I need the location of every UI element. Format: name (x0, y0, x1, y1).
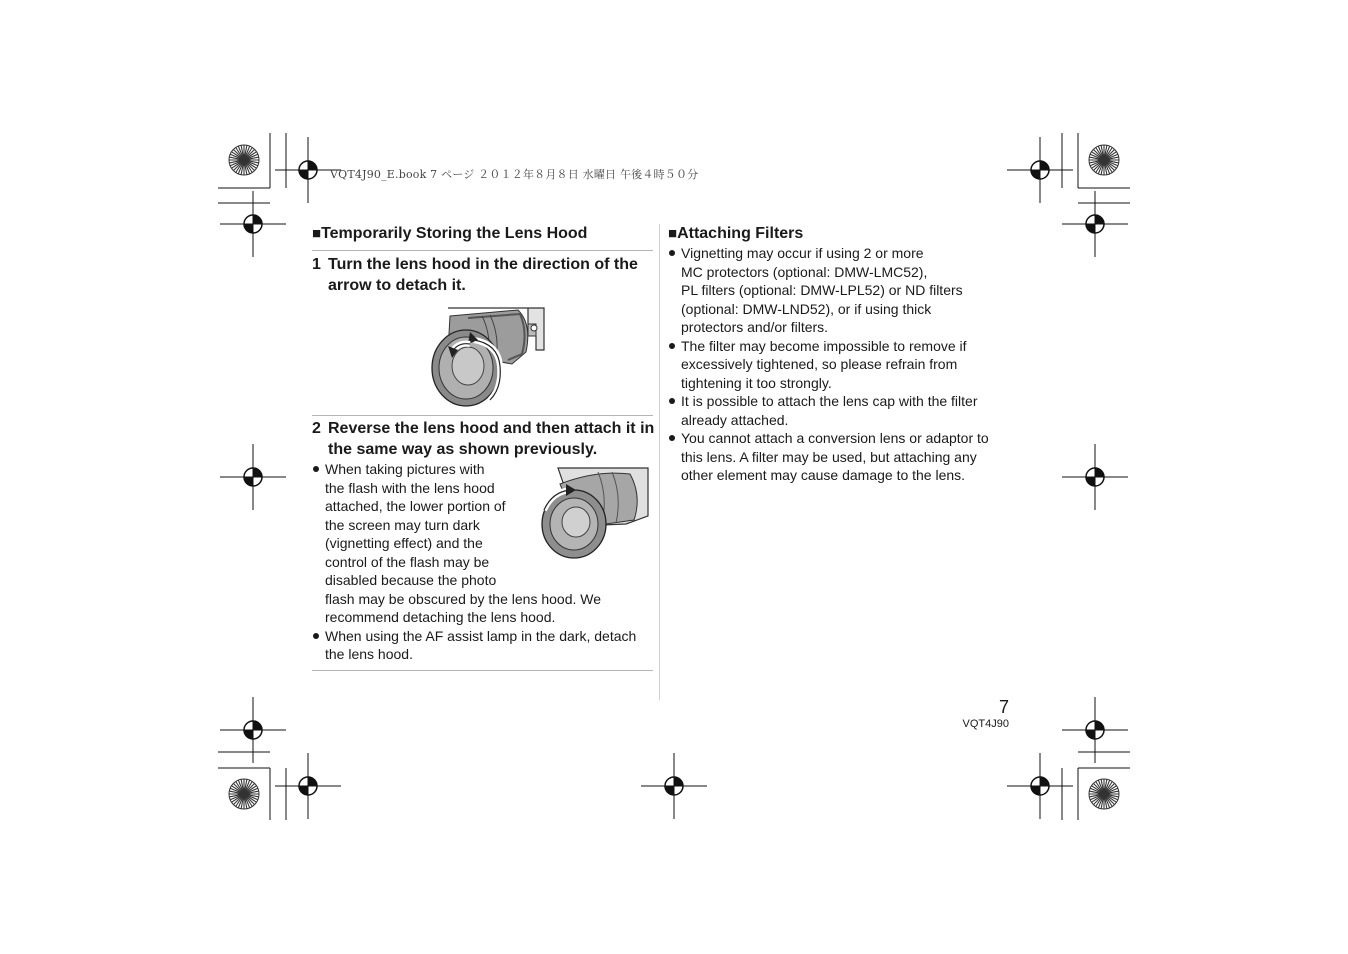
divider (312, 670, 653, 671)
note-line: flash may be obscured by the lens hood. We (325, 590, 602, 607)
note-line: You cannot attach a conversion lens or adaptor to (681, 430, 989, 446)
lens-hood-detach-illustration (428, 306, 548, 410)
note-line: When using the AF assist lamp in the dark, detach (325, 627, 637, 644)
print-header-line: VQT4J90_E.book 7 ページ ２０１２年８月８日 水曜日 午後４時５０分 (330, 168, 699, 181)
step-number: 2 (312, 420, 321, 437)
note-line: It is possible to attach the lens cap with the filter (681, 393, 978, 409)
note-line: MC protectors (optional: DMW-LMC52), (681, 263, 928, 280)
note-line: the screen may turn dark (325, 516, 480, 533)
note-line: control of the flash may be (325, 553, 490, 570)
note-line: other element may cause damage to the lens. (681, 467, 966, 483)
note-line: protectors and/or filters. (681, 319, 829, 335)
note-line: PL filters (optional: DMW-LPL52) or ND filters (681, 282, 963, 298)
page-number: 7 (998, 697, 1009, 717)
step-2 (312, 418, 653, 462)
section-title-text: Attaching Filters (677, 225, 804, 242)
note-line: excessively tightened, so please refrain from (681, 356, 958, 372)
filter-notes (668, 244, 1013, 485)
note-flash-vignetting (312, 460, 657, 627)
divider (312, 415, 653, 416)
note-af-assist-lamp (312, 627, 657, 664)
note-conversion-lens (668, 429, 1013, 485)
column-divider (659, 224, 660, 700)
note-lens-cap (668, 392, 1013, 429)
step-1 (312, 254, 653, 298)
note-vignetting (668, 244, 1013, 337)
section-title-lens-hood (312, 224, 587, 244)
note-line: already attached. (681, 411, 789, 428)
note-line: Vignetting may occur if using 2 or more (681, 245, 924, 261)
note-line: this lens. A filter may be used, but attaching any (681, 448, 977, 465)
section-marker: ■ (668, 225, 678, 242)
note-line: (optional: DMW-LND52), or if using thick (681, 300, 932, 317)
note-line: (vignetting effect) and the (325, 535, 483, 551)
step-text: Reverse the lens hood and then attach it in the same way as shown previously. (328, 420, 655, 458)
section-title-filters (668, 224, 803, 244)
note-line: the lens hood. (325, 646, 413, 662)
document-code: VQT4J90 (962, 718, 1009, 730)
divider (312, 250, 653, 251)
note-line: the flash with the lens hood (325, 479, 495, 496)
note-line: attached, the lower portion of (325, 498, 506, 514)
note-line: When taking pictures with (325, 461, 485, 477)
note-line: recommend detaching the lens hood. (325, 609, 556, 625)
note-line: tightening it too strongly. (681, 374, 832, 391)
note-line: The filter may become impossible to remove if (681, 337, 967, 354)
step-text: Turn the lens hood in the direction of the arrow to detach it. (328, 256, 638, 294)
step-number: 1 (312, 256, 321, 273)
step2-notes (312, 460, 657, 664)
section-marker: ■ (312, 225, 322, 242)
section-title-text: Temporarily Storing the Lens Hood (321, 225, 588, 242)
note-line: disabled because the photo (325, 572, 497, 588)
note-overtightening (668, 337, 1013, 393)
